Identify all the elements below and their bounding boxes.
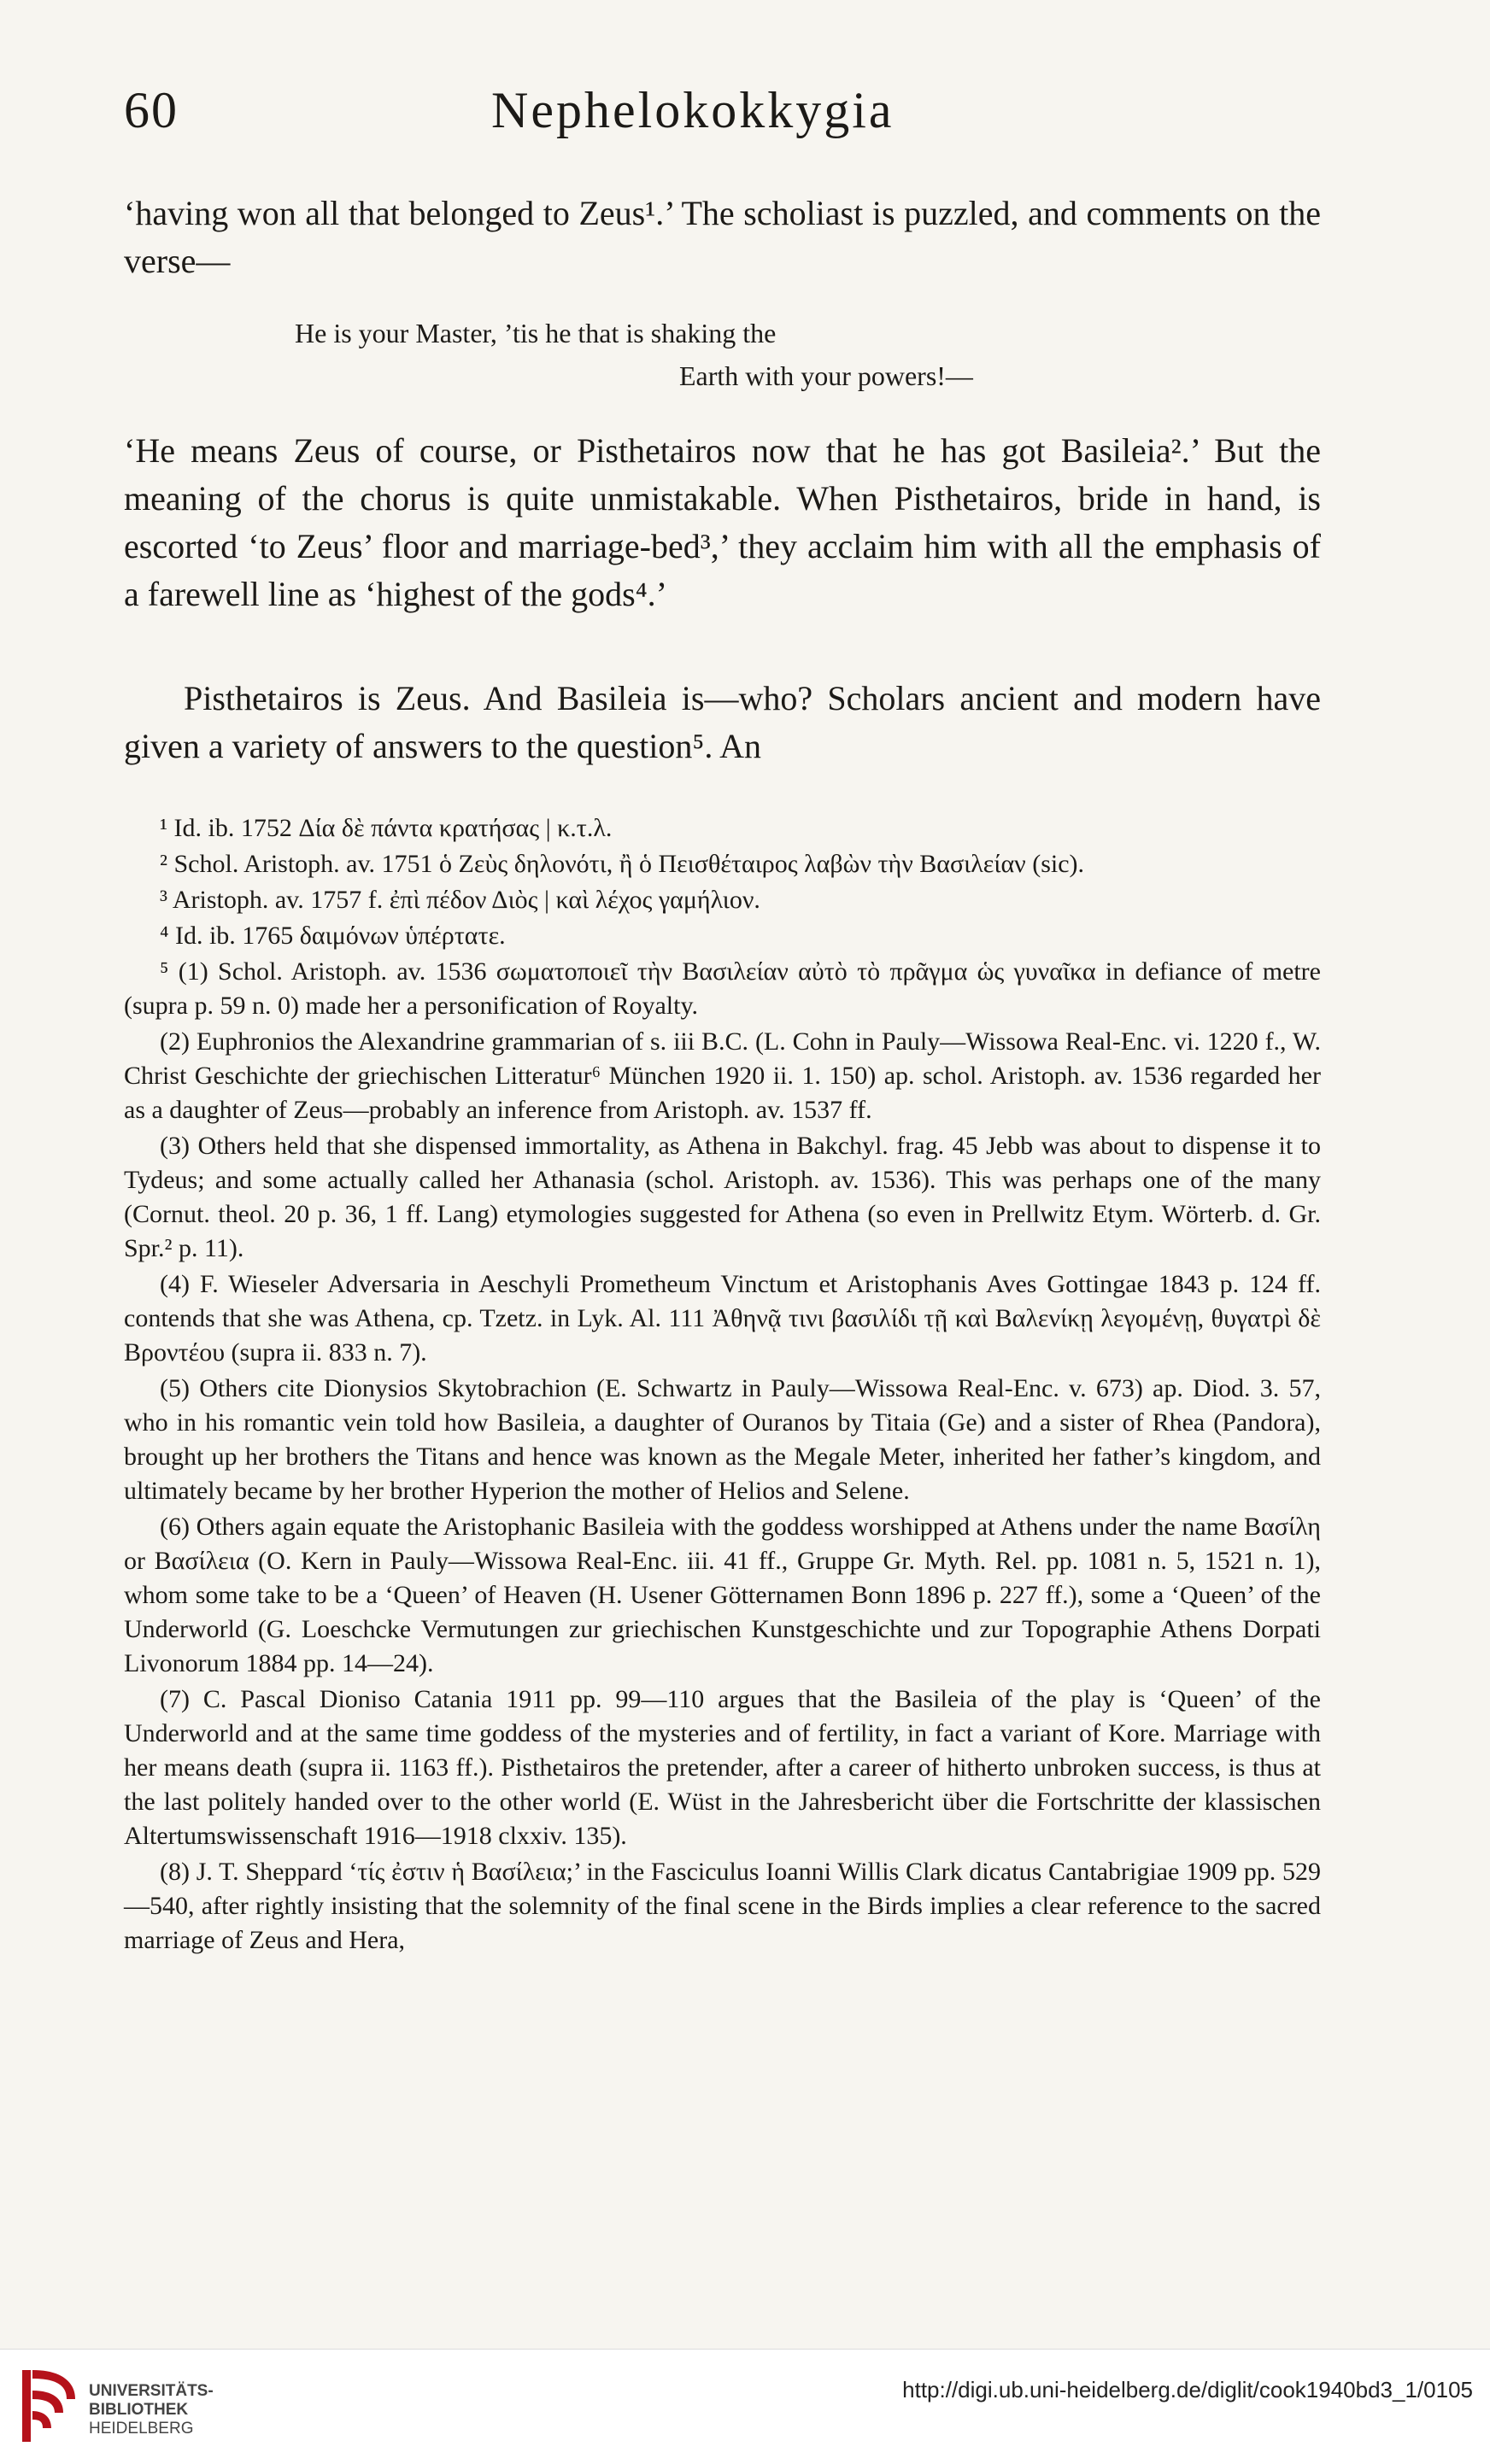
footnote-5-part-5: (5) Others cite Dionysios Skytobrachion (E. Schwartz in Pauly—Wissowa Real-Enc. v. 673) ap. Diod. 3. 57, who in his romantic vein told how Basileia, a daughter of Ouranos by Titaia (Ge) and a sister of Rhea (Pandora), brought up her brothers the Titans and hence was known as the Megale Meter, inherited her father’s kingdom, and ultimately became by her brother Hyperion the mother of Helios and Selene. — [124, 1374, 1321, 1505]
verse-line-2: Earth with your powers!— — [679, 360, 973, 391]
verse-quote — [124, 312, 1321, 406]
verse-line-1: He is your Master, ’tis he that is shaking the — [295, 318, 777, 348]
page-header — [124, 81, 1321, 158]
footnotes — [124, 811, 1321, 1959]
digitization-url-link[interactable]: http://digi.ub.uni-heidelberg.de/diglit/cook1940bd3_1/0105 — [902, 2377, 1473, 2403]
footnote-5-part-6: (6) Others again equate the Aristophanic Basileia with the goddess worshipped at Athens under the name Βασίλη or Βασίλεια (O. Kern in Pauly—Wissowa Real-Enc. iii. 41 ff., Gruppe Gr. Myth. Rel. pp. 1081 n. 5, 1521 n. 1), whom some take to be a ‘Queen’ of Heaven (H. Usener Götternamen Bonn 1896 p. 227 ff.), some a ‘Queen’ of the Underworld (G. Loeschcke Vermutungen zur griechischen Kunstgeschichte und zur Topographie Athens Dorpati Livonorum 1884 pp. 14—24). — [124, 1513, 1321, 1677]
footnote-5-part-8: (8) J. T. Sheppard ‘τίς ἐστιν ἡ Βασίλεια;’ in the Fasciculus Ioanni Willis Clark dicatus Cantabrigiae 1909 pp. 529—540, after rightly insisting that the solemnity of the final scene in the Birds implies a clear reference to the sacred marriage of Zeus and Hera, — [124, 1858, 1321, 1954]
footnote-5-part-7: (7) C. Pascal Dioniso Catania 1911 pp. 99—110 argues that the Basileia of the play is ‘Queen’ of the Underworld and at the same time goddess of the mysteries and of fertility, in fact a variant of Kore. Marriage with her means death (supra ii. 1163 ff.). Pisthetairos the pretender, after a career of hitherto unbroken success, is thus at the last politely handed over to the other world (E. Wüst in the Jahresbericht über die Fortschritte der klassischen Altertumswissenschaft 1916—1918 clxxiv. 135). — [124, 1685, 1321, 1850]
footnote-5-part-1: ⁵ (1) Schol. Aristoph. av. 1536 σωματοποιεῖ τὴν Βασιλείαν αὐτὸ τὸ πρᾶγμα ὡς γυναῖκα in defiance of metre (supra p. 59 n. 0) made her a personification of Royalty. — [124, 957, 1321, 1020]
paragraph-2: ‘He means Zeus of course, or Pisthetairos now that he has got Basileia².’ But the meaning of the chorus is quite unmistakable. When Pisthetairos, bride in hand, is escorted ‘to Zeus’ floor and marriage-bed³,’ they acclaim him with all the emphasis of a farewell line as ‘highest of the gods⁴.’ — [124, 431, 1321, 613]
running-title: Nephelokokkygia — [491, 82, 895, 138]
footnote-5-part-4: (4) F. Wieseler Adversaria in Aeschyli Prometheum Vinctum et Aristophanis Aves Gottingae 1843 p. 124 ff. contends that she was Athena, cp. Tzetz. in Lyk. Al. 111 Ἀθηνᾷ τινι βασιλίδι τῇ καὶ Βαλενίκῃ λεγομένῃ, θυγατρὶ δὲ Βροντέου (supra ii. 833 n. 7). — [124, 1270, 1321, 1367]
paragraph-1: ‘having won all that belonged to Zeus¹.’ The scholiast is puzzled, and comments on the verse— — [124, 194, 1321, 280]
page-number: 60 — [124, 82, 179, 138]
footnote-2: ² Schol. Aristoph. av. 1751 ὁ Ζεὺς δηλονότι, ἢ ὁ Πεισθέταιρος λαβὼν τὴν Βασιλείαν (sic). — [160, 850, 1085, 878]
footnote-3: ³ Aristoph. av. 1757 f. ἐπὶ πέδον Διὸς | καὶ λέχος γαμήλιον. — [160, 886, 760, 914]
library-name: UNIVERSITÄTS- BIBLIOTHEK HEIDELBERG — [89, 2382, 214, 2438]
heidelberg-library-logo-icon — [19, 2365, 80, 2447]
footnote-4: ⁴ Id. ib. 1765 δαιμόνων ὑπέρτατε. — [160, 922, 506, 950]
footnote-1: ¹ Id. ib. 1752 Δία δὲ πάντα κρατήσας | κ.τ.λ. — [160, 814, 613, 842]
library-footer — [0, 2349, 1490, 2464]
footnote-5-part-2: (2) Euphronios the Alexandrine grammarian of s. iii B.C. (L. Cohn in Pauly—Wissowa Real-Enc. vi. 1220 f., W. Christ Geschichte der griechischen Litteratur⁶ München 1920 ii. 1. 150) ap. schol. Aristoph. av. 1536 regarded her as a daughter of Zeus—probably an inference from Aristoph. av. 1537 ff. — [124, 1027, 1321, 1124]
paragraph-3: Pisthetairos is Zeus. And Basileia is—who? Scholars ancient and modern have given a variety of answers to the question⁵. An — [124, 679, 1321, 765]
footnote-5-part-3: (3) Others held that she dispensed immortality, as Athena in Bakchyl. frag. 45 Jebb was about to dispense it to Tydeus; and some actually called her Athanasia (schol. Aristoph. av. 1536). This was perhaps one of the many (Cornut. theol. 20 p. 36, 1 ff. Lang) etymologies suggested for Athena (so even in Prellwitz Etym. Wörterb. d. Gr. Spr.² p. 11). — [124, 1132, 1321, 1262]
